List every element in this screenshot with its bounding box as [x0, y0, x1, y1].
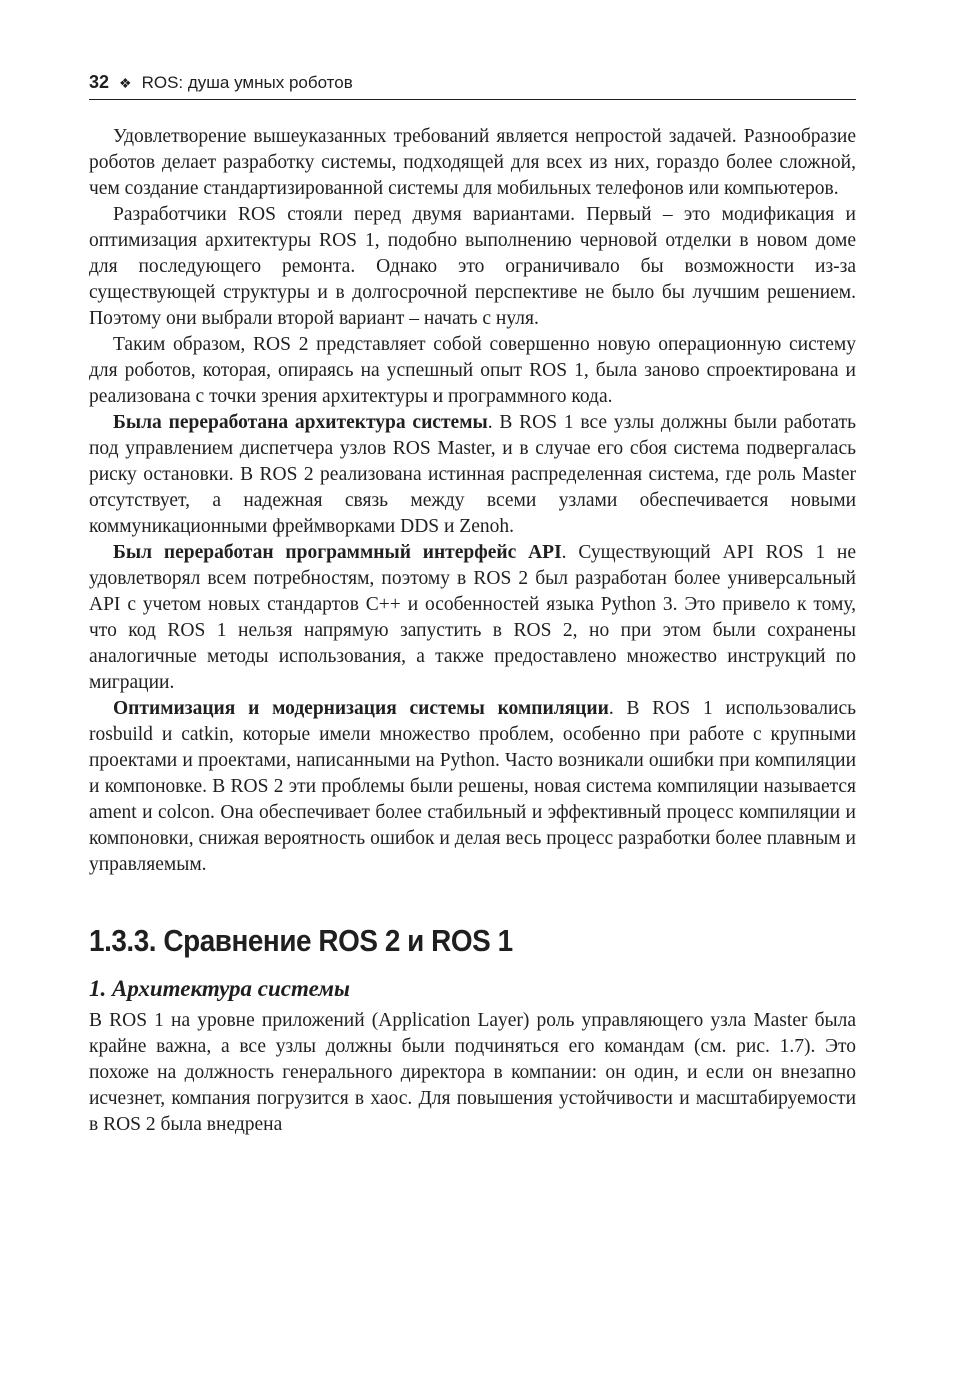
paragraph-1: Удовлетворение вышеуказанных требований является непростой задачей. Разнообразие роботов делает разработку системы, подходящей для всех из них, гораздо более сложной, чем создание стандартизированной системы для мобильных телефонов или компьютеров.	[89, 126, 856, 199]
running-title: ROS: душа умных роботов	[141, 73, 353, 92]
body-text	[89, 124, 856, 1138]
paragraph-2: Разработчики ROS стояли перед двумя вариантами. Первый – это модификация и оптимизация архитектуры ROS 1, подобно выполнению черновой отделки в новом доме для последующего ремонта. Однако это ограничивало бы возможности из-за существующей структуры и в долгосрочной перспективе не было бы лучшим решением. Поэтому они выбрали второй вариант – начать с нуля.	[89, 204, 856, 329]
paragraph-build-system: Оптимизация и модернизация системы компиляции. В ROS 1 использовались rosbuild и catkin, которые имели множество проблем, особенно при работе с крупными проектами и проектами, написанными на Python. Часто возникали ошибки при компиляции и компоновке. В ROS 2 эти проблемы были решены, новая система компиляции называется ament и colcon. Она обеспечивает более стабильный и эффективный процесс компиляции и компоновки, снижая вероятность ошибок и делая весь процесс разработки более плавным и управляемым.	[89, 698, 856, 875]
paragraph-api: Был переработан программный интерфейс API. Существующий API ROS 1 не удовлетворял всем потребностям, поэтому в ROS 2 был разработан более универсальный API с учетом новых стандартов C++ и особенностей языка Python 3. Это привело к тому, что код ROS 1 нельзя напрямую запустить в ROS 2, но при этом были сохранены аналогичные методы использования, а также предоставлено множество инструкций по миграции.	[89, 542, 856, 693]
paragraph-final: В ROS 1 на уровне приложений (Application Layer) роль управляющего узла Master была крайне важна, а все узлы должны были подчиняться его командам (см. рис. 1.7). Это похоже на должность генерального директора в компании: он один, и если он внезапно исчезнет, компания погрузится в хаос. Для повышения устойчивости и масштабируемости в ROS 2 была внедрена	[89, 1010, 856, 1135]
paragraph-architecture: Была переработана архитектура системы. В ROS 1 все узлы должны были работать под управлением диспетчера узлов ROS Master, и в случае его сбоя система подвергалась риску остановки. В ROS 2 реализована истинная распределенная система, где роль Master отсутствует, а надежная связь между всеми узлами обеспечивается новыми коммуникационными фреймворками DDS и Zenoh.	[89, 412, 856, 537]
book-page	[89, 64, 856, 1138]
section-heading: 1.3.3. Сравнение ROS 2 и ROS 1	[89, 923, 513, 958]
ornament-icon: ❖	[119, 75, 132, 91]
bold-lead: Была переработана архитектура системы	[113, 412, 488, 433]
bold-lead: Был переработан программный интерфейс API	[113, 542, 562, 563]
subsection-heading: 1. Архитектура системы	[89, 976, 350, 1001]
page-number: 32	[89, 72, 110, 92]
running-header	[89, 72, 856, 100]
bold-lead: Оптимизация и модернизация системы компиляции	[113, 698, 609, 719]
paragraph-3: Таким образом, ROS 2 представляет собой совершенно новую операционную систему для роботов, которая, опираясь на успешный опыт ROS 1, была заново спроектирована и реализована с точки зрения архитектуры и программного кода.	[89, 334, 856, 407]
